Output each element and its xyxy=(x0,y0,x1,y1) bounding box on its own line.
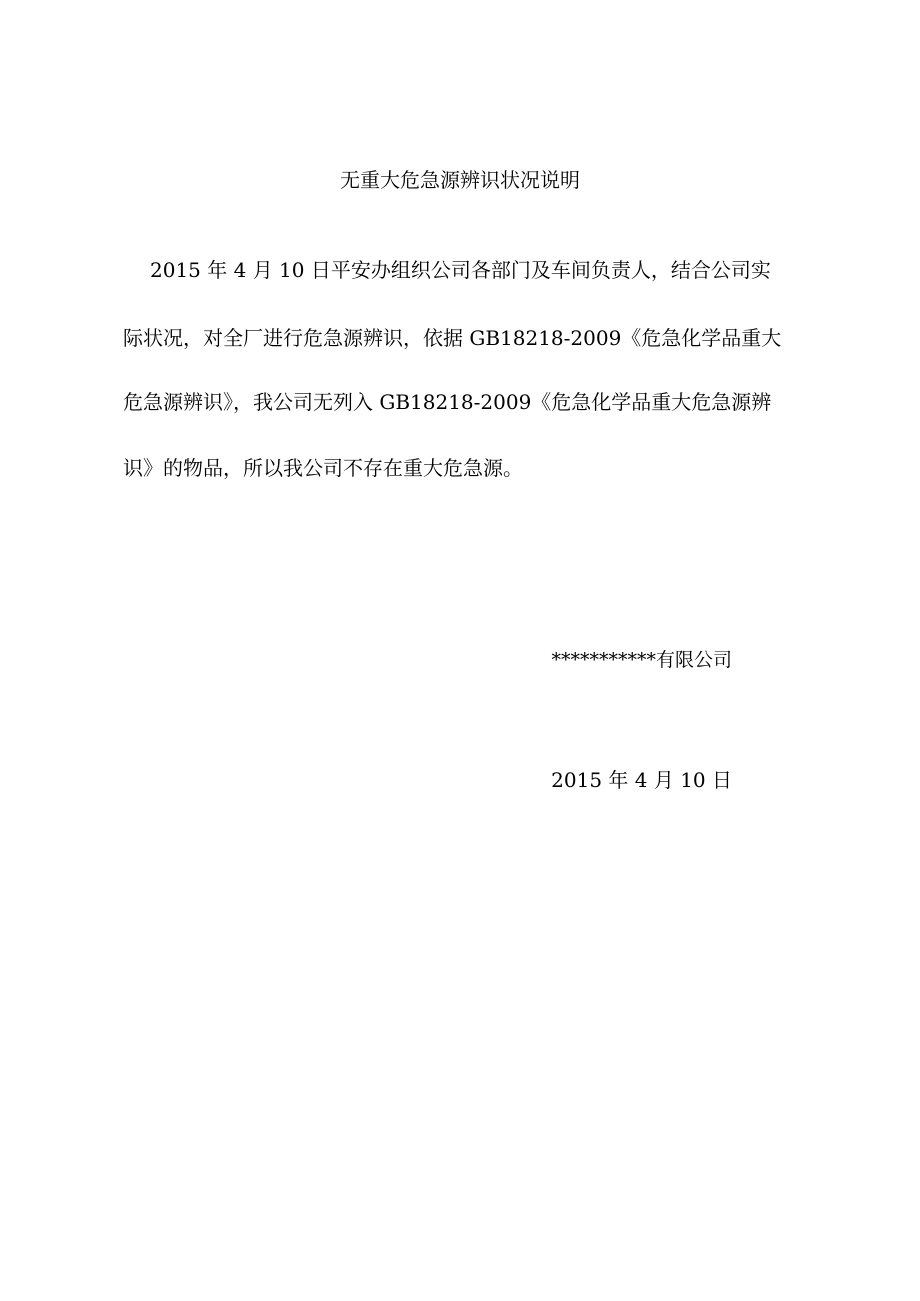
body-line-1: 2015 年 4 月 10 日平安办组织公司各部门及车间负责人，结合公司实 xyxy=(150,258,771,282)
body-line-4: 识》的物品，所以我公司不存在重大危急源。 xyxy=(123,456,523,480)
signature-date: 2015 年 4 月 10 日 xyxy=(551,768,732,792)
body-line-2: 际状况，对全厂进行危急源辨识，依据 GB18218-2009《危急化学品重大 xyxy=(123,326,782,350)
company-signature: ***********有限公司 xyxy=(551,649,732,671)
document-title: 无重大危急源辨识状况说明 xyxy=(340,168,580,192)
body-line-3: 危急源辨识》，我公司无列入 GB18218-2009《危急化学品重大危急源辨 xyxy=(123,390,772,414)
